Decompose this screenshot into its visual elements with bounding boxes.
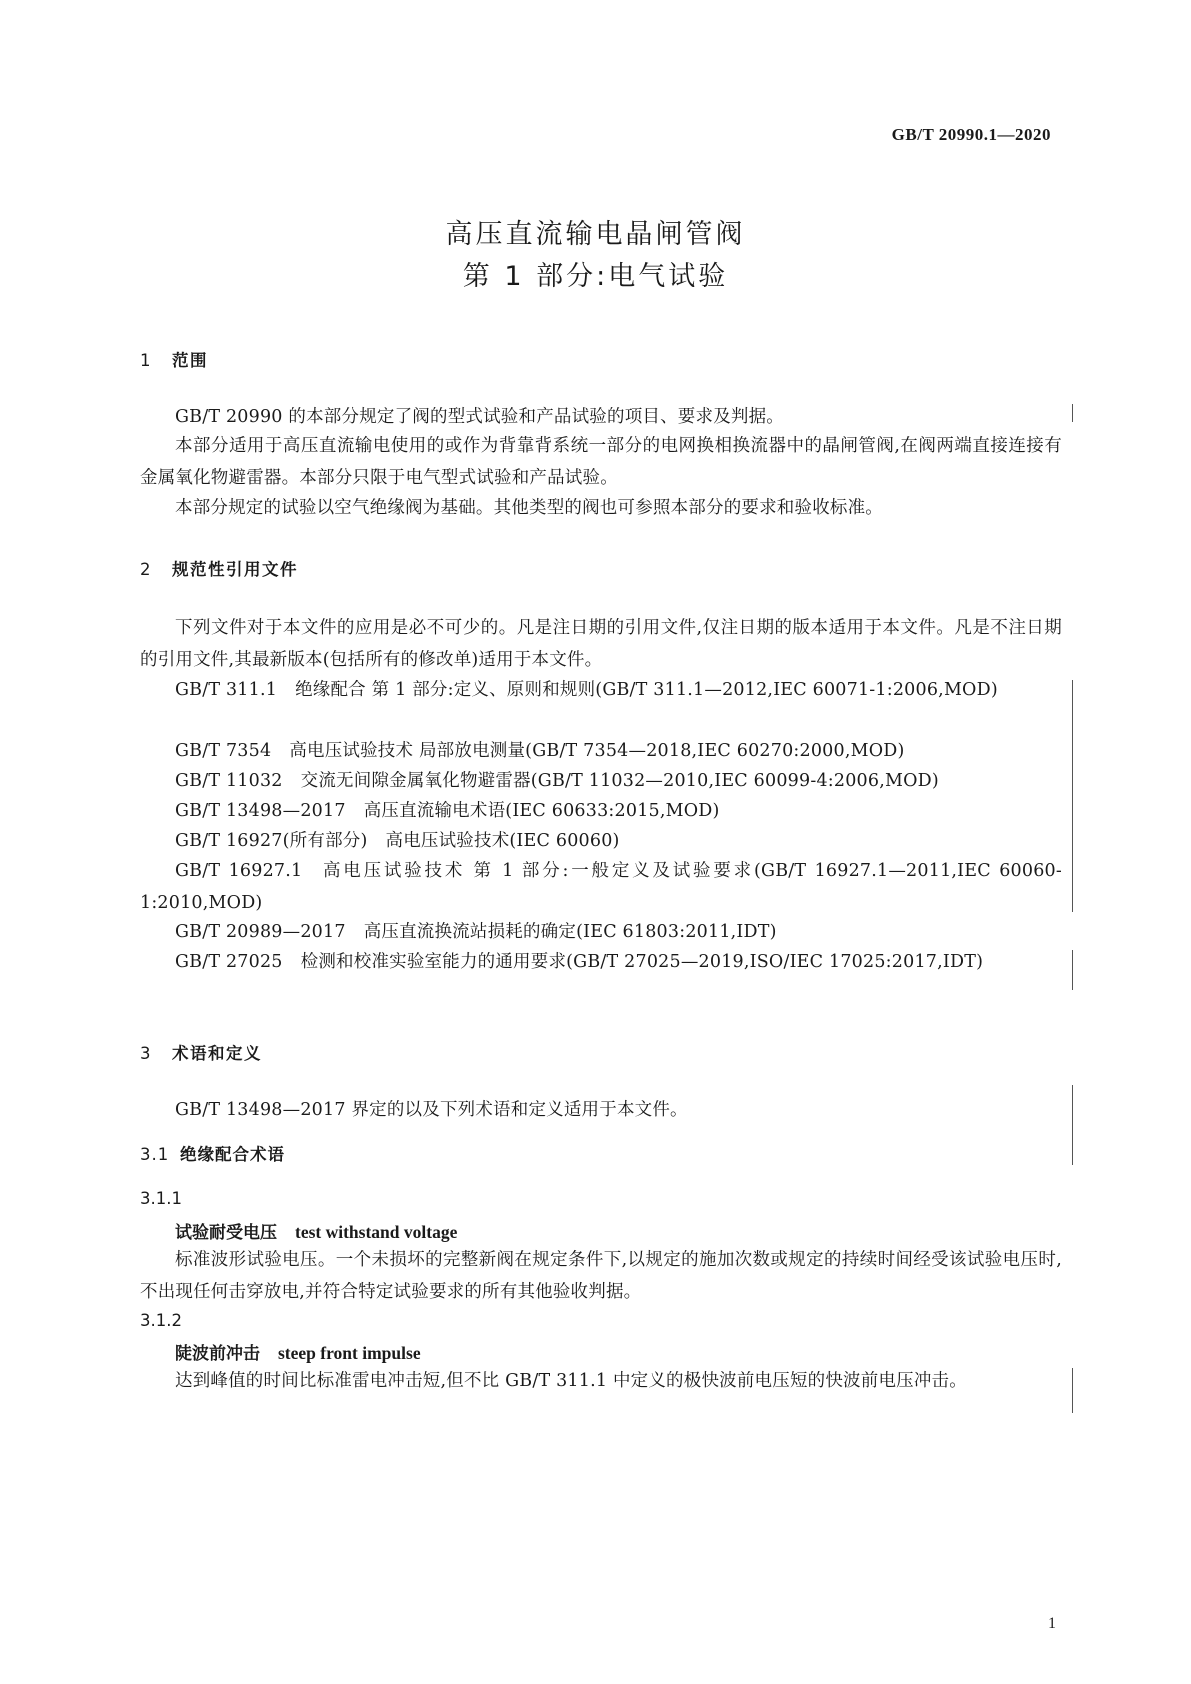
change-bar — [1072, 1085, 1073, 1165]
paragraph: GB/T 20990 的本部分规定了阀的型式试验和产品试验的项目、要求及判据。 — [175, 407, 785, 427]
subsection-number: 3.1 — [140, 1145, 170, 1164]
reference-item — [140, 855, 1062, 919]
document-title: 高压直流输电晶闸管阀 — [445, 219, 746, 250]
change-bar — [1072, 680, 1073, 912]
reference-item — [140, 765, 1062, 797]
section-number: 3 — [140, 1044, 152, 1063]
section-1-heading — [140, 347, 208, 371]
reference-text: 高压直流输电术语(IEC 60633:2015,MOD) — [363, 801, 720, 821]
section-title: 范围 — [172, 351, 208, 370]
reference-text: 高电压试验技术 局部放电测量(GB/T 7354—2018,IEC 60270:2000,MOD) — [289, 741, 905, 761]
section-title: 术语和定义 — [172, 1044, 262, 1063]
reference-code: GB/T 20989—2017 — [175, 922, 346, 942]
reference-item — [140, 916, 1062, 948]
reference-item — [140, 674, 1062, 706]
term-definition: 达到峰值的时间比标准雷电冲击短,但不比 GB/T 311.1 中定义的极快波前电压短的快波前电压冲击。 — [175, 1371, 967, 1391]
paragraph: 本部分适用于高压直流输电使用的或作为背靠背系统一部分的电网换相换流器中的晶闸管阀,在阀两端直接连接有金属氧化物避雷器。本部分只限于电气型式试验和产品试验。 — [140, 436, 1062, 488]
reference-code: GB/T 16927(所有部分) — [175, 831, 368, 851]
reference-item — [140, 795, 1062, 827]
reference-text: 绝缘配合 第 1 部分:定义、原则和规则(GB/T 311.1—2012,IEC 60071-1:2006,MOD) — [295, 680, 998, 700]
reference-item — [140, 735, 1062, 767]
reference-code: GB/T 16927.1 — [175, 861, 303, 881]
document-subtitle: 第 1 部分:电气试验 — [462, 261, 729, 292]
clause-number: 3.1.1 — [140, 1189, 182, 1208]
paragraph: 下列文件对于本文件的应用是必不可少的。凡是注日期的引用文件,仅注日期的版本适用于本文件。凡是不注日期的引用文件,其最新版本(包括所有的修改单)适用于本文件。 — [140, 618, 1062, 670]
change-bar — [1072, 950, 1073, 990]
document-code: GB/T 20990.1—2020 — [891, 125, 1051, 144]
reference-code: GB/T 13498—2017 — [175, 801, 346, 821]
reference-item — [140, 825, 1062, 857]
section-number: 2 — [140, 560, 152, 579]
change-bar — [1072, 404, 1073, 422]
term-zh: 陡波前冲击 — [175, 1344, 260, 1364]
reference-text: 高电压试验技术(IEC 60060) — [385, 831, 620, 851]
reference-code: GB/T 311.1 — [175, 680, 278, 700]
reference-code: GB/T 27025 — [175, 952, 283, 972]
term-en: steep front impulse — [278, 1343, 421, 1363]
section-2-heading — [140, 556, 298, 580]
reference-item — [140, 946, 1062, 978]
section-title: 规范性引用文件 — [172, 560, 298, 579]
subsection-title: 绝缘配合术语 — [180, 1145, 285, 1164]
term-definition: 标准波形试验电压。一个未损坏的完整新阀在规定条件下,以规定的施加次数或规定的持续时间经受该试验电压时,不出现任何击穿放电,并符合特定试验要求的所有其他验收判据。 — [140, 1250, 1062, 1302]
change-bar — [1072, 1368, 1073, 1413]
section-3-heading — [140, 1040, 262, 1064]
clause-number: 3.1.2 — [140, 1311, 182, 1330]
subsection-heading — [140, 1141, 285, 1165]
paragraph: 本部分规定的试验以空气绝缘阀为基础。其他类型的阀也可参照本部分的要求和验收标准。 — [175, 498, 883, 518]
reference-text: 高压直流换流站损耗的确定(IEC 61803:2011,IDT) — [363, 922, 777, 942]
reference-code: GB/T 7354 — [175, 741, 272, 761]
term-en: test withstand voltage — [295, 1222, 458, 1242]
term-zh: 试验耐受电压 — [175, 1223, 277, 1243]
paragraph: GB/T 13498—2017 界定的以及下列术语和定义适用于本文件。 — [175, 1100, 688, 1120]
page-number: 1 — [1048, 1615, 1056, 1632]
section-number: 1 — [140, 351, 152, 370]
reference-text: 检测和校准实验室能力的通用要求(GB/T 27025—2019,ISO/IEC 17025:2017,IDT) — [300, 952, 984, 972]
term-heading — [175, 1339, 421, 1364]
reference-text: 高电压试验技术 第 1 部分:一般定义及试验要求(GB/T 16927.1—2011,IEC 60060-1:2010,MOD) — [140, 861, 1062, 913]
reference-text: 交流无间隙金属氧化物避雷器(GB/T 11032—2010,IEC 60099-4:2006,MOD) — [300, 771, 939, 791]
term-heading — [175, 1218, 457, 1243]
reference-code: GB/T 11032 — [175, 771, 283, 791]
